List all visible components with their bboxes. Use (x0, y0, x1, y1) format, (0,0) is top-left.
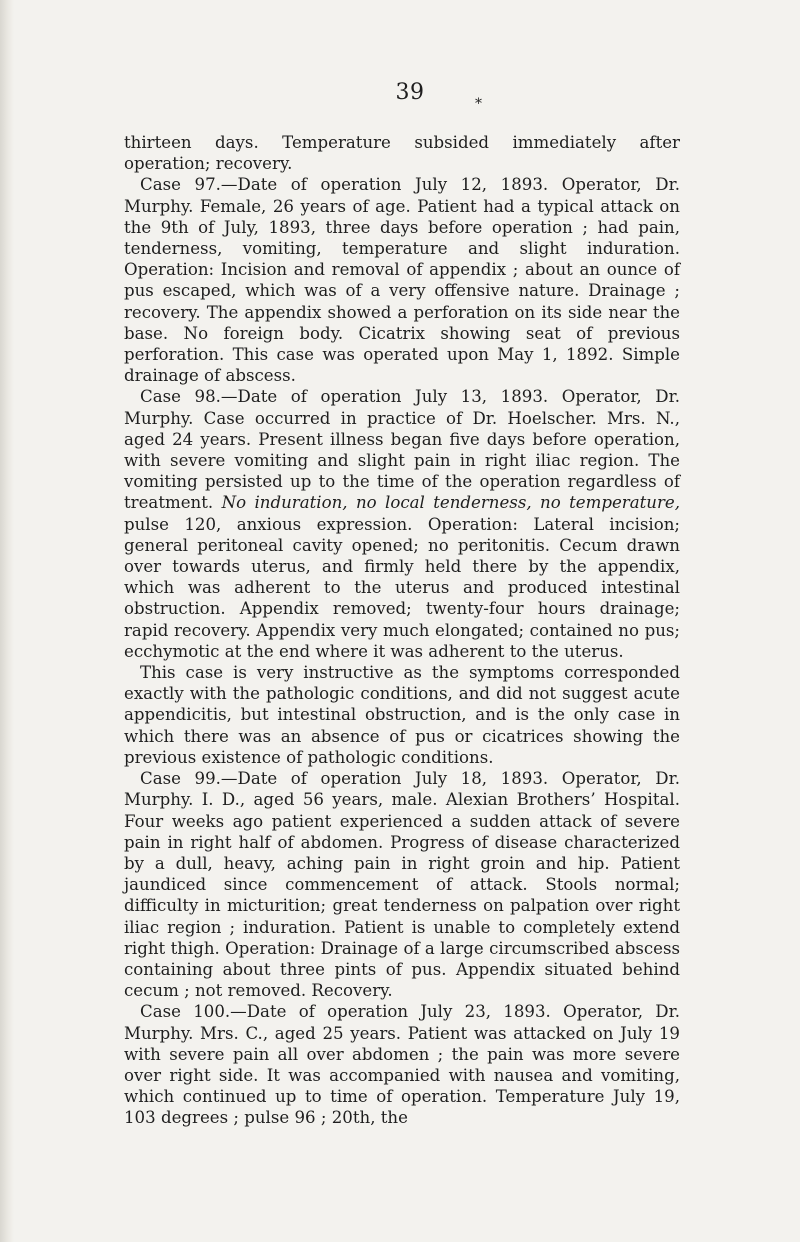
paragraph-case98 (124, 386, 680, 662)
body-text (124, 132, 680, 1129)
page-number: 39 (395, 80, 425, 105)
paragraph-case99 (124, 768, 680, 1001)
paragraph-case97 (124, 174, 680, 386)
paragraph-text: thirteen days. Temperature subsided immediately after operation; recovery. (124, 133, 680, 174)
paragraph-text: pulse 120, anxious expression. Operation: Lateral incision; general peritoneal cavity opened; no peritonitis. Cecum drawn over towards uterus, and firmly held there by the appendix, which was adherent to the uterus and produced intestinal obstruction. Appendix removed; twenty-four hours drainage; rapid recovery. Appendix very much elongated; contained no pus; ecchymotic at the end where it was adherent to the uterus. (124, 514, 680, 661)
asterisk-mark: * (475, 96, 482, 112)
paragraph-text: Case 100.—Date of operation July 23, 1893. Operator, Dr. Murphy. Mrs. C., aged 25 years. Patient was attacked on July 19 with severe pain all over abdomen ; the pain was more severe over right side. It was accompanied with nausea and vomiting, which continued up to time of operation. Temperature July 19, 103 degrees ; pulse 96 ; 20th, the (124, 1002, 680, 1128)
page-edge-shadow (0, 0, 14, 1242)
paragraph-text: Case 99.—Date of operation July 18, 1893. Operator, Dr. Murphy. I. D., aged 56 years, male. Alexian Brothers’ Hospital. Four weeks ago patient experienced a sudden attack of severe pain in right half of abdomen. Progress of disease characterized by a dull, heavy, aching pain in right groin and hip. Patient jaundiced since commencement of attack. Stools normal; difficulty in micturition; great tenderness on palpation over right iliac region ; induration. Patient is unable to completely extend right thigh. Operation: Drainage of a large circumscribed abscess containing about three pints of pus. Appendix situated behind cecum ; not removed. Recovery. (124, 769, 680, 1001)
paragraph-p0 (124, 132, 680, 174)
paragraph-p98b (124, 662, 680, 768)
paragraph-case100 (124, 1001, 680, 1128)
paragraph-text: Case 97.—Date of operation July 12, 1893. Operator, Dr. Murphy. Female, 26 years of age. Patient had a typical attack on the 9th of July, 1893, three days before operation ; had pain, tenderness, vomiting, temperature and slight induration. Operation: Incision and removal of appendix ; about an ounce of pus escaped, which was of a very offensive nature. Drainage ; recovery. The appendix showed a perforation on its side near the base. No foreign body. Cicatrix showing seat of previous perforation. This case was operated upon May 1, 1892. Simple drainage of abscess. (124, 175, 680, 386)
paragraph-text: This case is very instructive as the symptoms corresponded exactly with the pathologic conditions, and did not suggest acute appendicitis, but intestinal obstruction, and is the only case in which there was an absence of pus or cicatrices showing the previous existence of pathologic conditions. (124, 663, 680, 767)
paragraph-text: Case 98.—Date of operation July 13, 1893. Operator, Dr. Murphy. Case occurred in practice of Dr. Hoelscher. Mrs. N., aged 24 years. Present illness began five days before operation, with severe vomiting and slight pain in right iliac region. The vomiting persisted up to the time of the operation regardless of treatment. (124, 387, 680, 513)
italic-text: No induration, no local tenderness, no temperature, (221, 493, 680, 513)
